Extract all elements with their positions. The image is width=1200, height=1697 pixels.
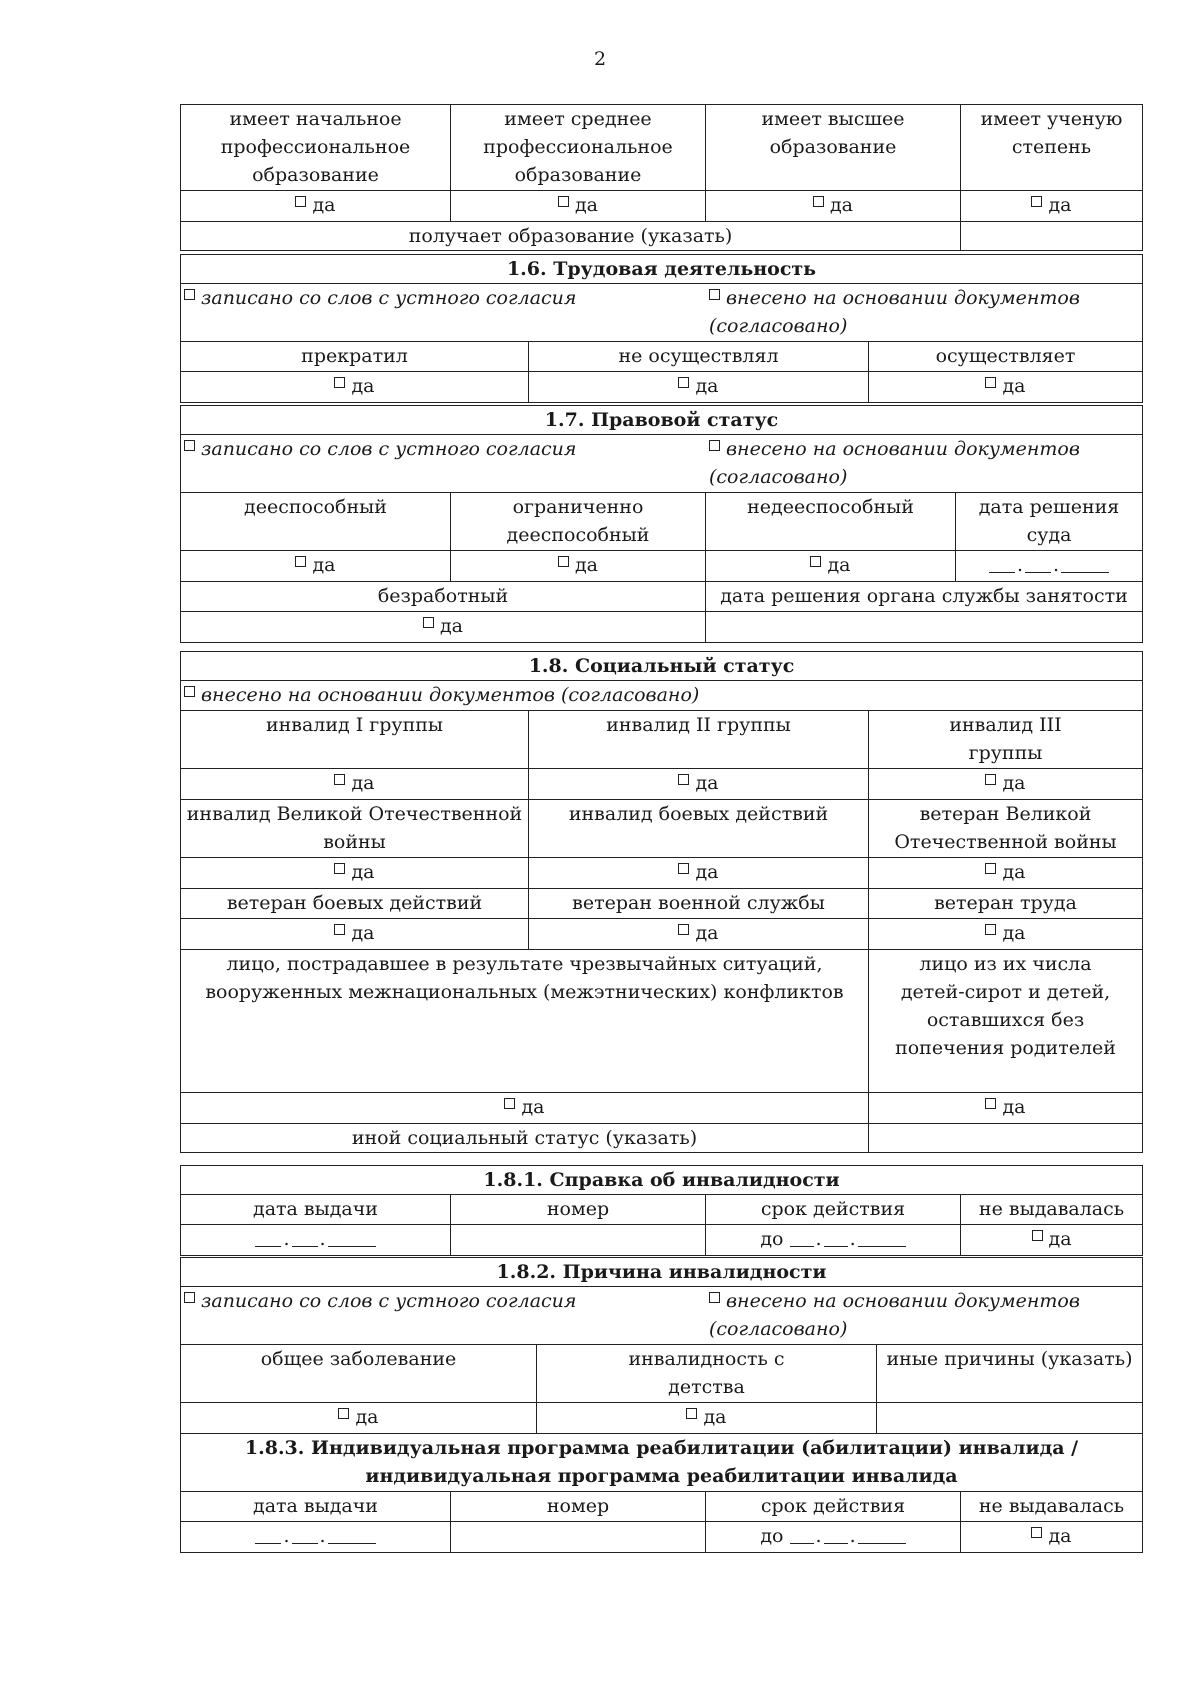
checkbox-icon[interactable] — [985, 1098, 996, 1109]
social-military-veteran-yes[interactable]: да — [529, 919, 869, 950]
social-emergency-label: лицо, пострадавшее в результате чрезвычайных ситуаций, вооруженных межнациональных (межэтнических) конфликтов — [181, 950, 869, 1093]
social-wwii-disabled-label: инвалид Великой Отечественной войны — [181, 800, 529, 858]
social-source-docs[interactable]: внесено на основании документов (согласовано) — [181, 681, 1143, 711]
social-orphans-yes[interactable]: да — [869, 1093, 1143, 1124]
edu-primary-label: имеет начальное профессиональное образование — [181, 105, 451, 191]
social-military-veteran-label: ветеран военной службы — [529, 889, 869, 919]
work-never-label: не осуществлял — [529, 342, 869, 372]
cause-general-yes[interactable]: да — [181, 1403, 537, 1434]
checkbox-icon[interactable] — [709, 1292, 720, 1303]
checkbox-icon[interactable] — [558, 196, 569, 207]
work-stopped-yes[interactable]: да — [181, 372, 529, 403]
social-orphans-label: лицо из их числа детей-сирот и детей, оставшихся без попечения родителей — [869, 950, 1143, 1093]
ipr-date-label: дата выдачи — [181, 1492, 451, 1522]
legal-unemployed-label: безработный — [181, 582, 706, 612]
social-disabled-2-yes[interactable]: да — [529, 769, 869, 800]
checkbox-icon[interactable] — [810, 556, 821, 567]
work-source-docs[interactable]: внесено на основании документов (согласовано) — [709, 287, 1080, 337]
cause-title: 1.8.2. Причина инвалидности — [181, 1258, 1143, 1287]
work-active-label: осуществляет — [869, 342, 1143, 372]
social-combat-disabled-yes[interactable]: да — [529, 858, 869, 889]
education-table — [180, 104, 1143, 251]
social-disabled-1-label: инвалид I группы — [181, 711, 529, 769]
legal-unemployed-yes[interactable]: да — [181, 612, 706, 643]
social-disabled-3-yes[interactable]: да — [869, 769, 1143, 800]
social-combat-veteran-yes[interactable]: да — [181, 919, 529, 950]
checkbox-icon[interactable] — [558, 556, 569, 567]
legal-source-oral[interactable]: записано со слов с устного согласия — [184, 435, 709, 491]
cause-source-row — [181, 1287, 1143, 1345]
checkbox-icon[interactable] — [709, 289, 720, 300]
social-combat-veteran-label: ветеран боевых действий — [181, 889, 529, 919]
checkbox-icon[interactable] — [985, 863, 996, 874]
cause-source-docs[interactable]: внесено на основании документов (согласовано) — [709, 1290, 1080, 1340]
cause-general-label: общее заболевание — [181, 1345, 537, 1403]
ipr-validity-label: срок действия — [706, 1492, 961, 1522]
legal-title: 1.7. Правовой статус — [181, 406, 1143, 435]
checkbox-icon[interactable] — [338, 1408, 349, 1419]
social-emergency-yes[interactable]: да — [181, 1093, 869, 1124]
page-number: 2 — [593, 48, 607, 70]
ipr-date-field[interactable]: . . — [181, 1522, 451, 1553]
social-combat-disabled-label: инвалид боевых действий — [529, 800, 869, 858]
cause-table — [180, 1257, 1143, 1434]
work-never-yes[interactable]: да — [529, 372, 869, 403]
checkbox-icon[interactable] — [813, 196, 824, 207]
work-table — [180, 254, 1143, 403]
social-wwii-veteran-label: ветеран Великой Отечественной войны — [869, 800, 1143, 858]
legal-capable-label: дееспособный — [181, 493, 451, 551]
certificate-validity-label: срок действия — [706, 1195, 961, 1225]
work-active-yes[interactable]: да — [869, 372, 1143, 403]
work-stopped-label: прекратил — [181, 342, 529, 372]
social-other-label: иной социальный статус (указать) — [181, 1124, 869, 1153]
social-table — [180, 651, 1143, 1153]
ipr-number-label: номер — [451, 1492, 706, 1522]
checkbox-icon[interactable] — [1031, 196, 1042, 207]
checkbox-icon[interactable] — [334, 924, 345, 935]
cause-other-label: иные причины (указать) — [877, 1345, 1143, 1403]
checkbox-icon[interactable] — [678, 774, 689, 785]
checkbox-icon[interactable] — [184, 440, 195, 451]
legal-incapable-label: недееспособный — [706, 493, 956, 551]
legal-incapable-yes[interactable]: да — [706, 551, 956, 582]
checkbox-icon[interactable] — [1031, 1527, 1042, 1538]
checkbox-icon[interactable] — [334, 863, 345, 874]
checkbox-icon[interactable] — [678, 377, 689, 388]
checkbox-icon[interactable] — [334, 377, 345, 388]
checkbox-icon[interactable] — [504, 1098, 515, 1109]
checkbox-icon[interactable] — [686, 1408, 697, 1419]
certificate-number-label: номер — [451, 1195, 706, 1225]
cause-source-oral[interactable]: записано со слов с устного согласия — [184, 1287, 709, 1343]
checkbox-icon[interactable] — [334, 774, 345, 785]
legal-limited-yes[interactable]: да — [451, 551, 706, 582]
social-other-field[interactable] — [869, 1124, 1143, 1153]
ipr-title: 1.8.3. Индивидуальная программа реабилитации (абилитации) инвалида / индивидуальная программа реабилитации инвалида — [181, 1434, 1143, 1492]
edu-higher-label: имеет высшее образование — [706, 105, 961, 191]
certificate-date-field[interactable]: . . — [181, 1225, 451, 1256]
legal-employment-date-field[interactable] — [706, 612, 1143, 643]
checkbox-icon[interactable] — [184, 289, 195, 300]
certificate-number-field[interactable] — [451, 1225, 706, 1256]
legal-court-date-field[interactable]: . . — [956, 551, 1143, 582]
edu-secondary-label: имеет среднее профессиональное образование — [451, 105, 706, 191]
checkbox-icon[interactable] — [295, 196, 306, 207]
work-source-row — [181, 284, 1143, 342]
social-disabled-2-label: инвалид II группы — [529, 711, 869, 769]
social-labor-veteran-label: ветеран труда — [869, 889, 1143, 919]
checkbox-icon[interactable] — [678, 863, 689, 874]
edu-secondary-yes[interactable]: да — [451, 191, 706, 222]
ipr-not-issued-yes[interactable]: да — [961, 1522, 1143, 1553]
work-title: 1.6. Трудовая деятельность — [181, 255, 1143, 284]
certificate-not-issued-label: не выдавалась — [961, 1195, 1143, 1225]
edu-higher-yes[interactable]: да — [706, 191, 961, 222]
ipr-not-issued-label: не выдавалась — [961, 1492, 1143, 1522]
cause-other-field[interactable] — [877, 1403, 1143, 1434]
social-disabled-1-yes[interactable]: да — [181, 769, 529, 800]
checkbox-icon[interactable] — [678, 924, 689, 935]
checkbox-icon[interactable] — [985, 774, 996, 785]
legal-source-docs[interactable]: внесено на основании документов (согласовано) — [709, 438, 1080, 488]
social-title: 1.8. Социальный статус — [181, 652, 1143, 681]
social-labor-veteran-yes[interactable]: да — [869, 919, 1143, 950]
checkbox-icon[interactable] — [184, 686, 195, 697]
edu-studying-field[interactable] — [961, 222, 1143, 251]
certificate-table — [180, 1165, 1143, 1256]
cause-childhood-yes[interactable]: да — [537, 1403, 877, 1434]
ipr-validity-field[interactable]: до . . — [706, 1522, 961, 1553]
edu-degree-yes[interactable]: да — [961, 191, 1143, 222]
legal-limited-label: ограниченно дееспособный — [451, 493, 706, 551]
checkbox-icon[interactable] — [985, 377, 996, 388]
certificate-title: 1.8.1. Справка об инвалидности — [181, 1166, 1143, 1195]
edu-degree-label: имеет ученую степень — [961, 105, 1143, 191]
social-wwii-veteran-yes[interactable]: да — [869, 858, 1143, 889]
checkbox-icon[interactable] — [423, 617, 434, 628]
checkbox-icon[interactable] — [709, 440, 720, 451]
edu-primary-yes[interactable]: да — [181, 191, 451, 222]
edu-studying-label: получает образование (указать) — [181, 222, 961, 251]
legal-court-date-label: дата решения суда — [956, 493, 1143, 551]
legal-table — [180, 405, 1143, 643]
social-wwii-disabled-yes[interactable]: да — [181, 858, 529, 889]
legal-employment-date-label: дата решения органа службы занятости — [706, 582, 1143, 612]
cause-childhood-label: инвалидность с детства — [537, 1345, 877, 1403]
work-source-oral[interactable]: записано со слов с устного согласия — [184, 284, 709, 340]
certificate-date-label: дата выдачи — [181, 1195, 451, 1225]
checkbox-icon[interactable] — [1032, 1230, 1043, 1241]
checkbox-icon[interactable] — [184, 1292, 195, 1303]
ipr-number-field[interactable] — [451, 1522, 706, 1553]
social-disabled-3-label: инвалид III группы — [869, 711, 1143, 769]
certificate-not-issued-yes[interactable]: да — [961, 1225, 1143, 1256]
ipr-table — [180, 1433, 1143, 1553]
legal-source-row — [181, 435, 1143, 493]
checkbox-icon[interactable] — [985, 924, 996, 935]
checkbox-icon[interactable] — [295, 556, 306, 567]
legal-capable-yes[interactable]: да — [181, 551, 451, 582]
certificate-validity-field[interactable]: до . . — [706, 1225, 961, 1256]
